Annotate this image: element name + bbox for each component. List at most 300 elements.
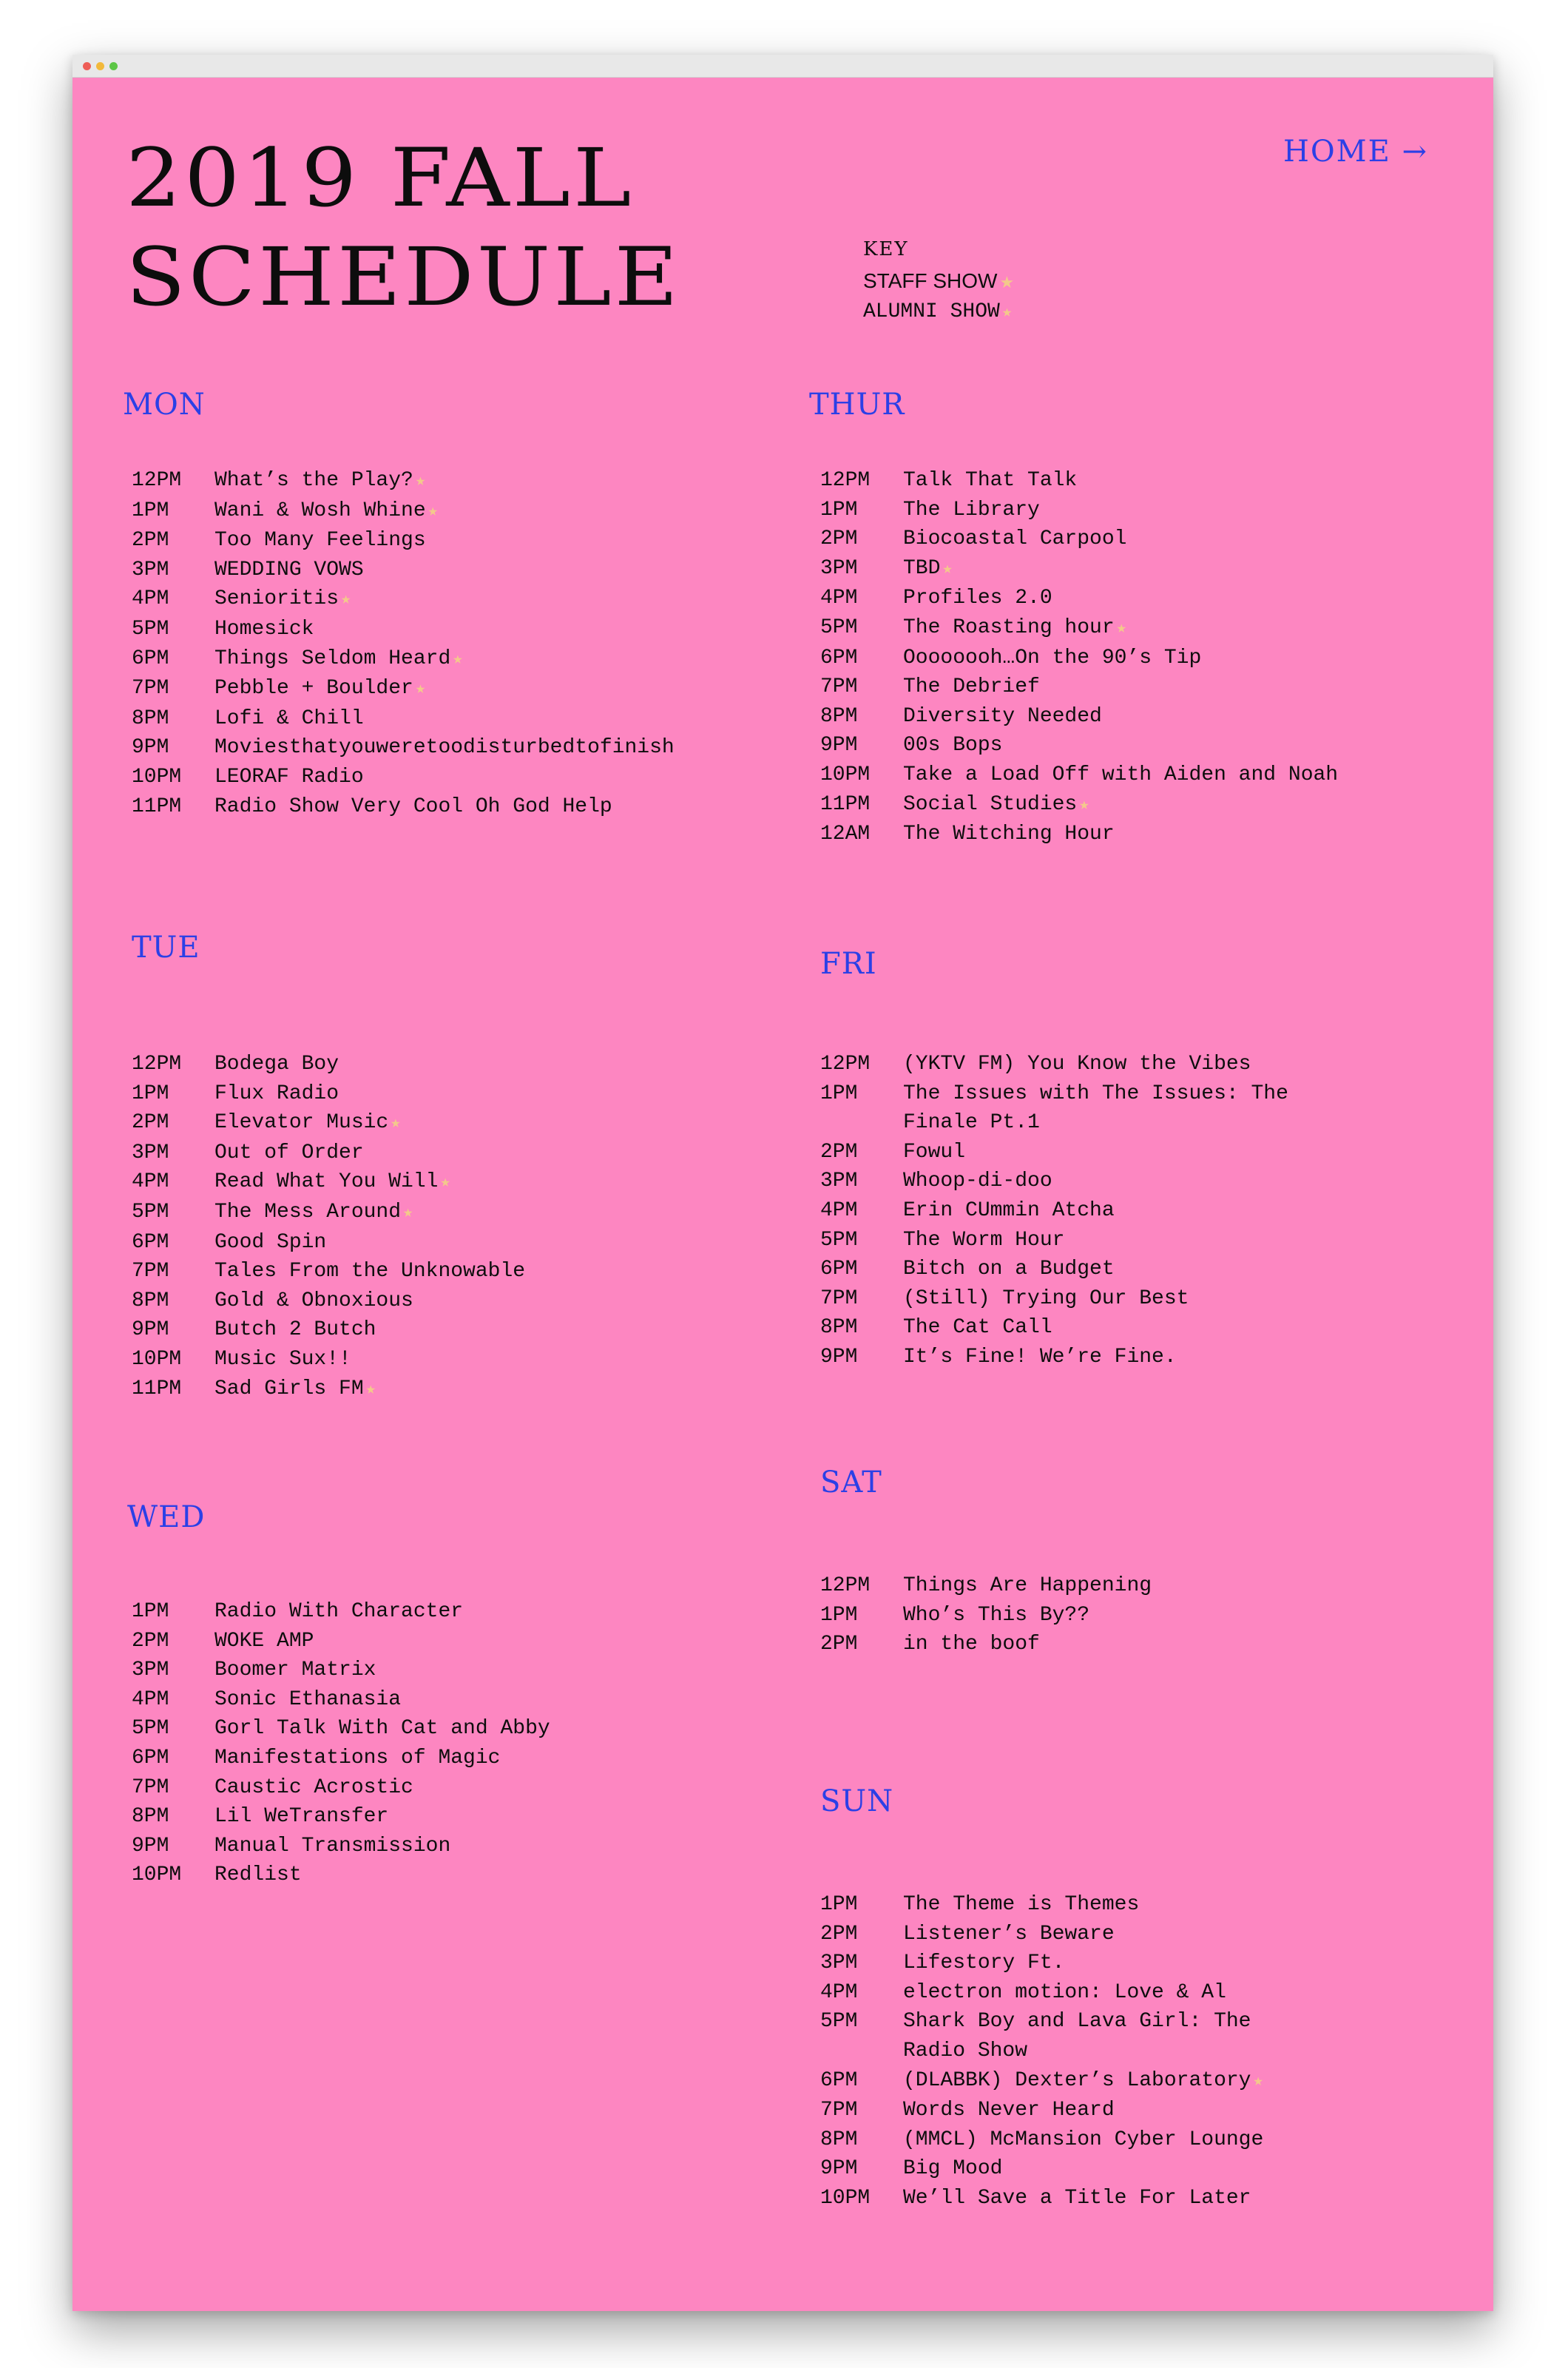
schedule-row — [132, 792, 783, 822]
schedule-row — [132, 526, 783, 556]
show-time: 3PM — [820, 1170, 858, 1193]
show-title: Biocoastal Carpool — [903, 527, 1127, 551]
show-name — [214, 1861, 783, 1890]
star-icon: ★ — [341, 590, 351, 610]
alumni-star-icon: ★ — [1001, 303, 1013, 322]
schedule-row — [132, 1079, 783, 1109]
maximize-window-button[interactable] — [109, 62, 118, 70]
schedule-row — [132, 1861, 783, 1890]
show-time: 4PM — [820, 1198, 858, 1222]
show-name — [214, 1198, 783, 1228]
show-time: 10PM — [132, 1347, 182, 1371]
show-name — [903, 1571, 1353, 1601]
show-time: 1PM — [820, 1082, 858, 1105]
schedule-row — [820, 1050, 1308, 1079]
show-title: Whoop-di-doo — [903, 1170, 1052, 1193]
show-title: Things Are Happening — [903, 1574, 1152, 1597]
schedule-row — [820, 1630, 1353, 1659]
close-window-button[interactable] — [83, 62, 91, 70]
show-title: (YKTV FM) You Know the Vibes — [903, 1053, 1251, 1076]
show-name — [903, 1226, 1308, 1255]
show-name — [214, 704, 783, 734]
show-time: 6PM — [820, 1258, 858, 1281]
staff-star-icon: ★ — [999, 273, 1015, 291]
page-title-line-1: 2019 FALL — [126, 130, 635, 225]
show-name — [903, 1343, 1308, 1372]
show-time: 12AM — [820, 823, 871, 846]
show-name — [214, 556, 783, 585]
show-name — [214, 1345, 783, 1374]
show-name — [214, 1139, 783, 1168]
schedule-row — [132, 1832, 783, 1861]
schedule-row — [132, 644, 783, 675]
schedule-row — [132, 1315, 783, 1345]
browser-window — [72, 55, 1493, 2311]
show-title: Manual Transmission — [214, 1834, 451, 1858]
show-title: Take a Load Off with Aiden and Noah — [903, 763, 1339, 786]
show-time: 5PM — [820, 2010, 858, 2034]
show-title: Listener’s Beware — [903, 1922, 1115, 1946]
show-name — [214, 1167, 783, 1198]
show-name — [214, 1597, 783, 1627]
schedule-list-mon — [132, 466, 783, 821]
schedule-row — [820, 613, 1353, 644]
schedule-row — [132, 1597, 783, 1627]
schedule-row — [820, 2125, 1308, 2155]
show-title: The Library — [903, 498, 1040, 522]
show-name — [903, 2096, 1308, 2125]
show-title: Homesick — [214, 617, 314, 641]
show-title: Elevator Music — [214, 1111, 389, 1135]
schedule-row — [820, 524, 1353, 554]
schedule-row — [820, 1601, 1353, 1630]
show-time: 12PM — [820, 1053, 871, 1076]
show-name — [214, 1773, 783, 1803]
show-title: Radio With Character — [214, 1600, 464, 1623]
schedule-list-sun — [820, 1890, 1308, 2213]
show-title: in the boof — [903, 1633, 1040, 1656]
day-heading-sat: SAT — [820, 1465, 882, 1500]
star-icon: ★ — [403, 1203, 413, 1222]
show-time: 9PM — [820, 734, 858, 758]
show-time: 8PM — [820, 704, 858, 728]
star-icon: ★ — [1116, 618, 1126, 638]
show-time: 9PM — [820, 2157, 858, 2181]
show-name — [214, 1802, 783, 1832]
schedule-row — [820, 1226, 1308, 1255]
star-icon: ★ — [440, 1173, 450, 1193]
schedule-row — [820, 1255, 1308, 1284]
show-time: 6PM — [132, 1230, 169, 1254]
show-name — [214, 792, 783, 822]
show-time: 3PM — [132, 1141, 169, 1164]
schedule-row — [132, 1374, 783, 1405]
key-alumni-show — [863, 297, 1014, 328]
show-name — [903, 1255, 1308, 1284]
show-title: Manifestations of Magic — [214, 1746, 501, 1770]
day-heading-tue: TUE — [132, 931, 200, 965]
show-time: 10PM — [820, 763, 871, 786]
schedule-row — [132, 1773, 783, 1803]
show-title: Who’s This By?? — [903, 1603, 1090, 1627]
show-time: 7PM — [820, 1286, 858, 1310]
show-title: TBD — [903, 556, 941, 580]
show-time: 8PM — [820, 2128, 858, 2151]
show-name — [903, 790, 1353, 820]
show-title: electron motion: Love & Al — [903, 1980, 1226, 2004]
show-time: 12PM — [132, 469, 182, 492]
schedule-list-tue — [132, 1050, 783, 1404]
show-title: The Roasting hour — [903, 615, 1115, 639]
show-time: 8PM — [132, 1289, 169, 1312]
schedule-row — [820, 2007, 1308, 2065]
show-time: 8PM — [820, 1316, 858, 1340]
show-time: 2PM — [820, 1633, 858, 1656]
minimize-window-button[interactable] — [96, 62, 104, 70]
schedule-row — [820, 820, 1353, 849]
show-name — [903, 1079, 1308, 1138]
show-name — [214, 1050, 783, 1079]
star-icon: ★ — [365, 1380, 376, 1399]
show-time: 2PM — [820, 1140, 858, 1164]
schedule-row — [132, 704, 783, 734]
show-time: 4PM — [132, 1687, 169, 1711]
schedule-row — [132, 1257, 783, 1286]
show-name — [903, 760, 1353, 790]
schedule-row — [820, 2184, 1308, 2213]
show-title: The Mess Around — [214, 1200, 402, 1224]
star-icon: ★ — [428, 502, 438, 521]
show-name — [903, 2154, 1308, 2184]
show-time: 10PM — [132, 1863, 182, 1887]
show-title: (DLABBK) Dexter’s Laboratory — [903, 2068, 1251, 2092]
show-time: 3PM — [132, 558, 169, 581]
show-name — [903, 2125, 1308, 2155]
show-title: Gorl Talk With Cat and Abby — [214, 1717, 550, 1741]
show-name — [903, 1630, 1353, 1659]
star-icon: ★ — [415, 472, 426, 490]
schedule-row — [820, 644, 1353, 673]
show-time: 12PM — [820, 1574, 871, 1597]
show-time: 11PM — [132, 795, 182, 818]
show-time: 4PM — [820, 587, 858, 610]
show-name — [214, 1714, 783, 1744]
show-name — [214, 1627, 783, 1656]
show-name — [214, 674, 783, 704]
show-name — [214, 1315, 783, 1345]
show-title: Caustic Acrostic — [214, 1775, 413, 1799]
show-title: Wani & Wosh Whine — [214, 499, 426, 522]
show-name — [903, 1601, 1353, 1630]
show-title: Erin CUmmin Atcha — [903, 1198, 1115, 1222]
show-time: 9PM — [132, 1834, 169, 1858]
show-title: Tales From the Unknowable — [214, 1260, 526, 1283]
show-name — [214, 1257, 783, 1286]
show-title: Shark Boy and Lava Girl: The Radio Show — [903, 2010, 1251, 2062]
schedule-row — [132, 1685, 783, 1715]
show-title: Pebble + Boulder — [214, 677, 413, 701]
show-title: WEDDING VOWS — [214, 558, 364, 581]
show-name — [903, 2184, 1308, 2213]
show-title: Diversity Needed — [903, 704, 1102, 728]
show-title: 00s Bops — [903, 734, 1003, 758]
schedule-row — [820, 1079, 1308, 1138]
show-time: 3PM — [820, 556, 858, 580]
star-icon: ★ — [391, 1114, 401, 1133]
show-time: 11PM — [132, 1377, 182, 1400]
browser-titlebar — [72, 55, 1493, 78]
show-title: Redlist — [214, 1863, 302, 1887]
show-title: Fowul — [903, 1140, 966, 1164]
schedule-row — [132, 1714, 783, 1744]
schedule-row — [132, 466, 783, 496]
show-name — [903, 466, 1353, 496]
schedule-row — [132, 1286, 783, 1316]
show-time: 7PM — [820, 675, 858, 699]
schedule-row — [820, 1196, 1308, 1226]
show-time: 2PM — [820, 1922, 858, 1946]
show-name — [903, 1196, 1308, 1226]
show-name — [903, 820, 1353, 849]
schedule-row — [820, 1890, 1308, 1920]
schedule-row — [820, 1284, 1308, 1314]
legend-key — [863, 238, 1014, 328]
schedule-row — [820, 1343, 1308, 1372]
show-time: 1PM — [820, 498, 858, 522]
show-time: 6PM — [132, 1746, 169, 1770]
show-time: 6PM — [820, 2068, 858, 2092]
show-title: WOKE AMP — [214, 1629, 314, 1653]
schedule-row — [820, 466, 1353, 496]
show-name — [903, 1890, 1308, 1920]
show-title: What’s the Play? — [214, 469, 413, 492]
show-name — [903, 1284, 1308, 1314]
show-name — [214, 1079, 783, 1109]
show-time: 11PM — [820, 792, 871, 816]
show-title: Read What You Will — [214, 1170, 439, 1194]
schedule-row — [820, 2066, 1308, 2097]
show-name — [214, 1656, 783, 1685]
show-name — [214, 644, 783, 675]
show-time: 4PM — [132, 1170, 169, 1194]
day-heading-fri: FRI — [820, 947, 877, 981]
schedule-row — [820, 1978, 1308, 2008]
schedule-list-thur — [820, 466, 1353, 849]
show-name — [903, 1167, 1308, 1196]
schedule-row — [132, 1139, 783, 1168]
star-icon: ★ — [453, 650, 463, 669]
show-time: 5PM — [132, 1717, 169, 1741]
show-title: Oooooooh…On the 90’s Tip — [903, 646, 1202, 669]
schedule-list-sat — [820, 1571, 1353, 1659]
show-name — [214, 733, 783, 763]
schedule-row — [820, 2096, 1308, 2125]
schedule-row — [132, 1050, 783, 1079]
show-name — [903, 584, 1353, 613]
show-name — [214, 763, 783, 792]
show-title: Bodega Boy — [214, 1053, 339, 1076]
show-time: 7PM — [132, 1775, 169, 1799]
show-name — [214, 466, 783, 496]
schedule-row — [132, 615, 783, 644]
show-name — [903, 1978, 1308, 2008]
show-time: 1PM — [132, 1600, 169, 1623]
show-name — [903, 613, 1353, 644]
schedule-row — [132, 1744, 783, 1773]
show-title: The Issues with The Issues: The Finale Pt.1 — [903, 1082, 1288, 1135]
show-name — [214, 1374, 783, 1405]
show-time: 12PM — [132, 1053, 182, 1076]
show-title: (Still) Trying Our Best — [903, 1286, 1189, 1310]
show-title: Profiles 2.0 — [903, 587, 1052, 610]
schedule-row — [820, 584, 1353, 613]
show-name — [903, 1949, 1308, 1978]
schedule-row — [132, 1108, 783, 1139]
star-icon: ★ — [1079, 795, 1089, 814]
schedule-row — [132, 1228, 783, 1258]
show-title: Lil WeTransfer — [214, 1805, 389, 1829]
show-time: 6PM — [820, 646, 858, 669]
show-title: Too Many Feelings — [214, 529, 426, 553]
schedule-row — [132, 1167, 783, 1198]
show-time: 6PM — [132, 647, 169, 670]
show-title: We’ll Save a Title For Later — [903, 2186, 1251, 2210]
show-name — [903, 1050, 1308, 1079]
show-time: 1PM — [132, 1082, 169, 1105]
show-title: The Debrief — [903, 675, 1040, 699]
show-time: 5PM — [132, 617, 169, 641]
show-title: It’s Fine! We’re Fine. — [903, 1345, 1177, 1369]
show-name — [903, 554, 1353, 584]
show-name — [903, 2007, 1308, 2065]
show-name — [903, 1313, 1308, 1343]
schedule-row — [132, 1802, 783, 1832]
show-time: 1PM — [820, 1603, 858, 1627]
key-alumni-label: ALUMNI SHOW — [863, 300, 1000, 323]
show-name — [903, 731, 1353, 760]
schedule-row — [820, 1138, 1308, 1167]
show-name — [214, 1832, 783, 1861]
schedule-row — [132, 1627, 783, 1656]
schedule-row — [132, 763, 783, 792]
show-time: 12PM — [820, 469, 871, 492]
show-title: Senioritis — [214, 587, 339, 611]
show-name — [903, 672, 1353, 702]
star-icon: ★ — [1253, 2071, 1263, 2091]
show-title: (MMCL) McMansion Cyber Lounge — [903, 2128, 1264, 2151]
day-heading-wed: WED — [127, 1500, 206, 1534]
show-title: Boomer Matrix — [214, 1659, 376, 1682]
show-name — [214, 1228, 783, 1258]
show-time: 7PM — [820, 2099, 858, 2122]
show-title: Sad Girls FM — [214, 1377, 364, 1400]
show-name — [214, 496, 783, 527]
schedule-row — [820, 1920, 1308, 1949]
show-time: 9PM — [820, 1345, 858, 1369]
star-icon: ★ — [942, 559, 953, 578]
show-time: 4PM — [132, 587, 169, 611]
show-time: 2PM — [132, 529, 169, 553]
key-staff-label: STAFF SHOW — [863, 269, 998, 292]
show-time: 9PM — [132, 736, 169, 760]
show-title: Flux Radio — [214, 1082, 339, 1105]
schedule-row — [820, 1571, 1353, 1601]
show-time: 8PM — [132, 1805, 169, 1829]
schedule-row — [820, 760, 1353, 790]
schedule-row — [132, 1656, 783, 1685]
page-title-line-2: SCHEDULE — [126, 229, 681, 324]
show-time: 2PM — [132, 1629, 169, 1653]
show-title: Gold & Obnoxious — [214, 1289, 413, 1312]
show-name — [214, 526, 783, 556]
schedule-row — [820, 1167, 1308, 1196]
show-time: 8PM — [132, 706, 169, 730]
day-heading-thur: THUR — [809, 388, 905, 422]
schedule-row — [820, 554, 1353, 584]
show-title: Words Never Heard — [903, 2099, 1115, 2122]
schedule-row — [132, 733, 783, 763]
show-name — [214, 1286, 783, 1316]
show-time: 7PM — [132, 677, 169, 701]
show-title: LEORAF Radio — [214, 765, 364, 789]
show-time: 3PM — [820, 1952, 858, 1975]
show-time: 10PM — [132, 765, 182, 789]
show-name — [903, 2066, 1308, 2097]
show-time: 2PM — [820, 527, 858, 551]
show-time: 5PM — [820, 615, 858, 639]
show-name — [214, 584, 783, 615]
show-title: The Theme is Themes — [903, 1893, 1140, 1916]
show-title: Bitch on a Budget — [903, 1258, 1115, 1281]
show-name — [903, 524, 1353, 554]
schedule-row — [820, 1313, 1308, 1343]
show-title: Lofi & Chill — [214, 706, 364, 730]
show-name — [903, 1920, 1308, 1949]
show-time: 10PM — [820, 2186, 871, 2210]
show-time: 4PM — [820, 1980, 858, 2004]
show-title: The Worm Hour — [903, 1228, 1065, 1252]
show-title: Moviesthatyouweretoodisturbedtofinish — [214, 736, 675, 760]
show-title: Butch 2 Butch — [214, 1318, 376, 1342]
show-title: The Cat Call — [903, 1316, 1052, 1340]
key-title: KEY — [863, 238, 909, 260]
home-link[interactable]: HOME → — [1283, 135, 1428, 169]
show-time: 9PM — [132, 1318, 169, 1342]
schedule-row — [820, 672, 1353, 702]
schedule-row — [132, 496, 783, 527]
day-heading-sun: SUN — [820, 1784, 894, 1818]
show-title: Good Spin — [214, 1230, 327, 1254]
schedule-row — [820, 790, 1353, 820]
show-name — [903, 1138, 1308, 1167]
show-title: Music Sux!! — [214, 1347, 351, 1371]
show-name — [214, 615, 783, 644]
show-time: 5PM — [132, 1200, 169, 1224]
schedule-row — [820, 496, 1353, 525]
show-title: Talk That Talk — [903, 469, 1078, 492]
show-time: 3PM — [132, 1659, 169, 1682]
show-name — [903, 644, 1353, 673]
day-heading-mon: MON — [123, 388, 206, 422]
show-name — [214, 1685, 783, 1715]
schedule-row — [820, 1949, 1308, 1978]
schedule-row — [132, 584, 783, 615]
show-time: 1PM — [820, 1893, 858, 1916]
schedule-row — [820, 2154, 1308, 2184]
show-title: Big Mood — [903, 2157, 1003, 2181]
show-name — [903, 496, 1353, 525]
show-time: 2PM — [132, 1111, 169, 1135]
